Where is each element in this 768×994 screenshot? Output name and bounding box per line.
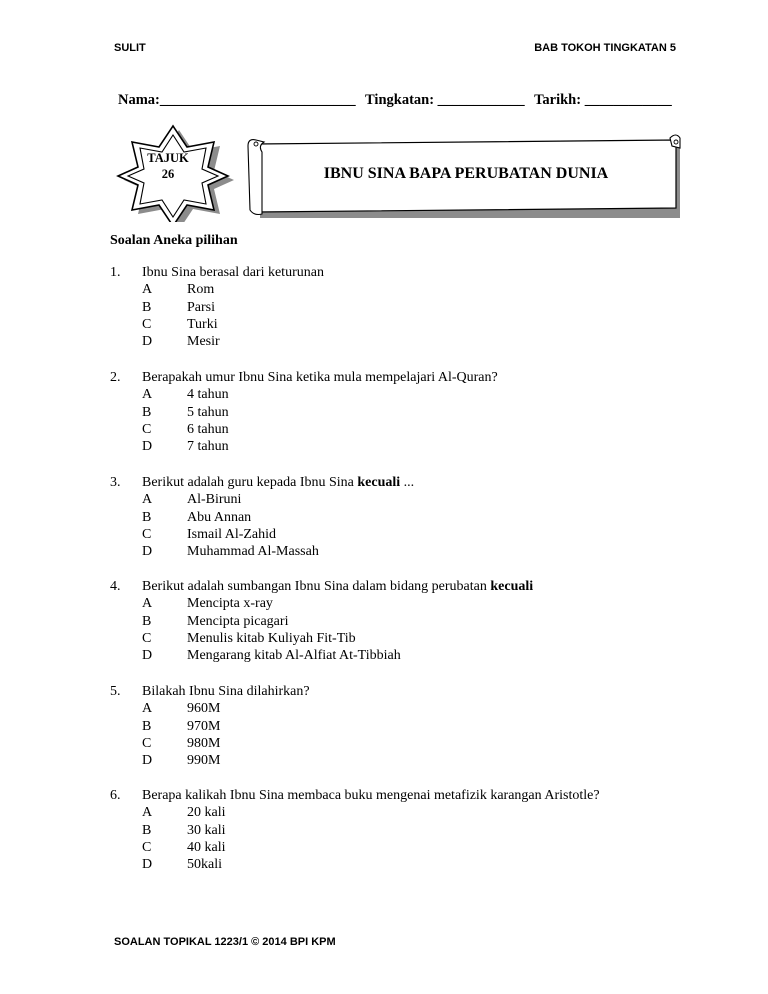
option-letter: B [142,299,152,315]
option-letter: B [142,822,152,838]
option-text: Mencipta picagari [187,613,289,629]
question-number: 4. [110,579,121,594]
topic-badge-text [113,150,223,182]
question-stem [142,369,498,386]
topic-label: TAJUK [147,151,189,165]
option-letter: A [142,282,153,298]
option-letter: D [142,439,153,455]
option-letter: B [142,718,152,734]
option-d[interactable] [142,543,319,560]
nama-field[interactable]: Nama:___________________________ [118,92,356,108]
option-a[interactable] [142,804,226,821]
question-number: 5. [110,684,121,699]
option-letter: A [142,805,153,821]
question-text: Ibnu Sina berasal dari keturunan [142,265,324,280]
option-list [142,595,401,664]
option-text: 960M [187,701,221,717]
option-b[interactable] [142,822,226,839]
option-c[interactable] [142,421,229,438]
option-text: 40 kali [187,839,226,855]
option-text: 980M [187,735,221,751]
option-text: Ismail Al-Zahid [187,526,277,542]
option-letter: A [142,596,153,612]
option-list [142,804,226,873]
option-c[interactable] [142,526,319,543]
option-a[interactable] [142,386,229,403]
option-text: Abu Annan [187,509,252,525]
question-stem [142,264,324,281]
option-letter: C [142,839,152,855]
option-text: 4 tahun [187,387,229,403]
option-b[interactable] [142,404,229,421]
option-text: Al-Biruni [187,492,242,508]
question-number: 6. [110,788,121,803]
question-stem [142,787,600,804]
question-text: Bilakah Ibnu Sina dilahirkan? [142,684,310,699]
option-text: 50kali [187,857,222,873]
option-d[interactable] [142,752,220,769]
option-letter: A [142,387,153,403]
question-text: Berikut adalah guru kepada Ibnu Sina [142,475,358,490]
header-left: SULIT [114,42,146,54]
header-right: BAB TOKOH TINGKATAN 5 [534,42,676,54]
option-letter: D [142,544,153,560]
question-number: 1. [110,265,121,280]
footer: SOALAN TOPIKAL 1223/1 © 2014 BPI KPM [114,936,336,948]
option-letter: C [142,316,152,332]
question-text: Berapa kalikah Ibnu Sina membaca buku mengenai metafizik karangan Aristotle? [142,788,600,803]
option-d[interactable] [142,438,229,455]
option-letter: B [142,404,152,420]
question-stem [142,578,533,595]
option-c[interactable] [142,735,220,752]
question-text: Berapakah umur Ibnu Sina ketika mula mempelajari Al-Quran? [142,370,498,385]
tarikh-field[interactable]: Tarikh: ____________ [534,92,672,108]
option-d[interactable] [142,647,401,664]
option-d[interactable] [142,333,220,350]
option-text: Mesir [187,334,220,350]
option-letter: C [142,630,152,646]
topic-number: 26 [161,167,175,181]
question-keyword: kecuali [357,475,401,490]
tingkatan-field[interactable]: Tingkatan: ____________ [365,92,525,108]
option-c[interactable] [142,630,401,647]
option-c[interactable] [142,839,226,856]
option-letter: B [142,613,152,629]
option-text: Menulis kitab Kuliyah Fit-Tib [187,630,356,646]
question-stem [142,683,310,700]
option-text: Turki [187,316,218,332]
option-b[interactable] [142,299,220,316]
question-text: Berikut adalah sumbangan Ibnu Sina dalam bidang perubatan [142,579,491,594]
option-list [142,386,229,455]
option-letter: B [142,509,152,525]
option-letter: D [142,857,153,873]
option-b[interactable] [142,613,401,630]
option-text: 7 tahun [187,439,229,455]
option-b[interactable] [142,509,319,526]
option-letter: C [142,421,152,437]
option-letter: C [142,526,152,542]
option-text: Mencipta x-ray [187,596,273,612]
option-text: 990M [187,753,221,769]
option-list [142,491,319,560]
option-text: Mengarang kitab Al-Alfiat At-Tibbiah [187,648,401,664]
option-c[interactable] [142,316,220,333]
question-number: 3. [110,475,121,490]
option-letter: C [142,735,152,751]
question-number: 2. [110,370,121,385]
student-info-line [118,92,678,109]
question-suffix: ... [400,475,415,490]
option-letter: D [142,753,153,769]
option-d[interactable] [142,856,226,873]
option-list [142,700,220,769]
option-text: Rom [187,282,215,298]
question-keyword: kecuali [490,579,534,594]
option-text: 6 tahun [187,421,229,437]
option-a[interactable] [142,491,319,508]
section-title: Soalan Aneka pilihan [110,233,238,248]
page-title: IBNU SINA BAPA PERUBATAN DUNIA [323,165,609,182]
option-a[interactable] [142,281,220,298]
option-text: 20 kali [187,805,226,821]
option-text: Parsi [187,299,215,315]
option-text: 970M [187,718,221,734]
option-letter: D [142,648,153,664]
option-a[interactable] [142,700,220,717]
option-letter: A [142,701,153,717]
option-list [142,281,220,350]
option-text: 30 kali [187,822,226,838]
option-a[interactable] [142,595,401,612]
question-stem [142,474,414,491]
option-letter: D [142,334,153,350]
option-text: 5 tahun [187,404,229,420]
option-letter: A [142,492,153,508]
option-text: Muhammad Al-Massah [187,544,319,560]
option-b[interactable] [142,718,220,735]
